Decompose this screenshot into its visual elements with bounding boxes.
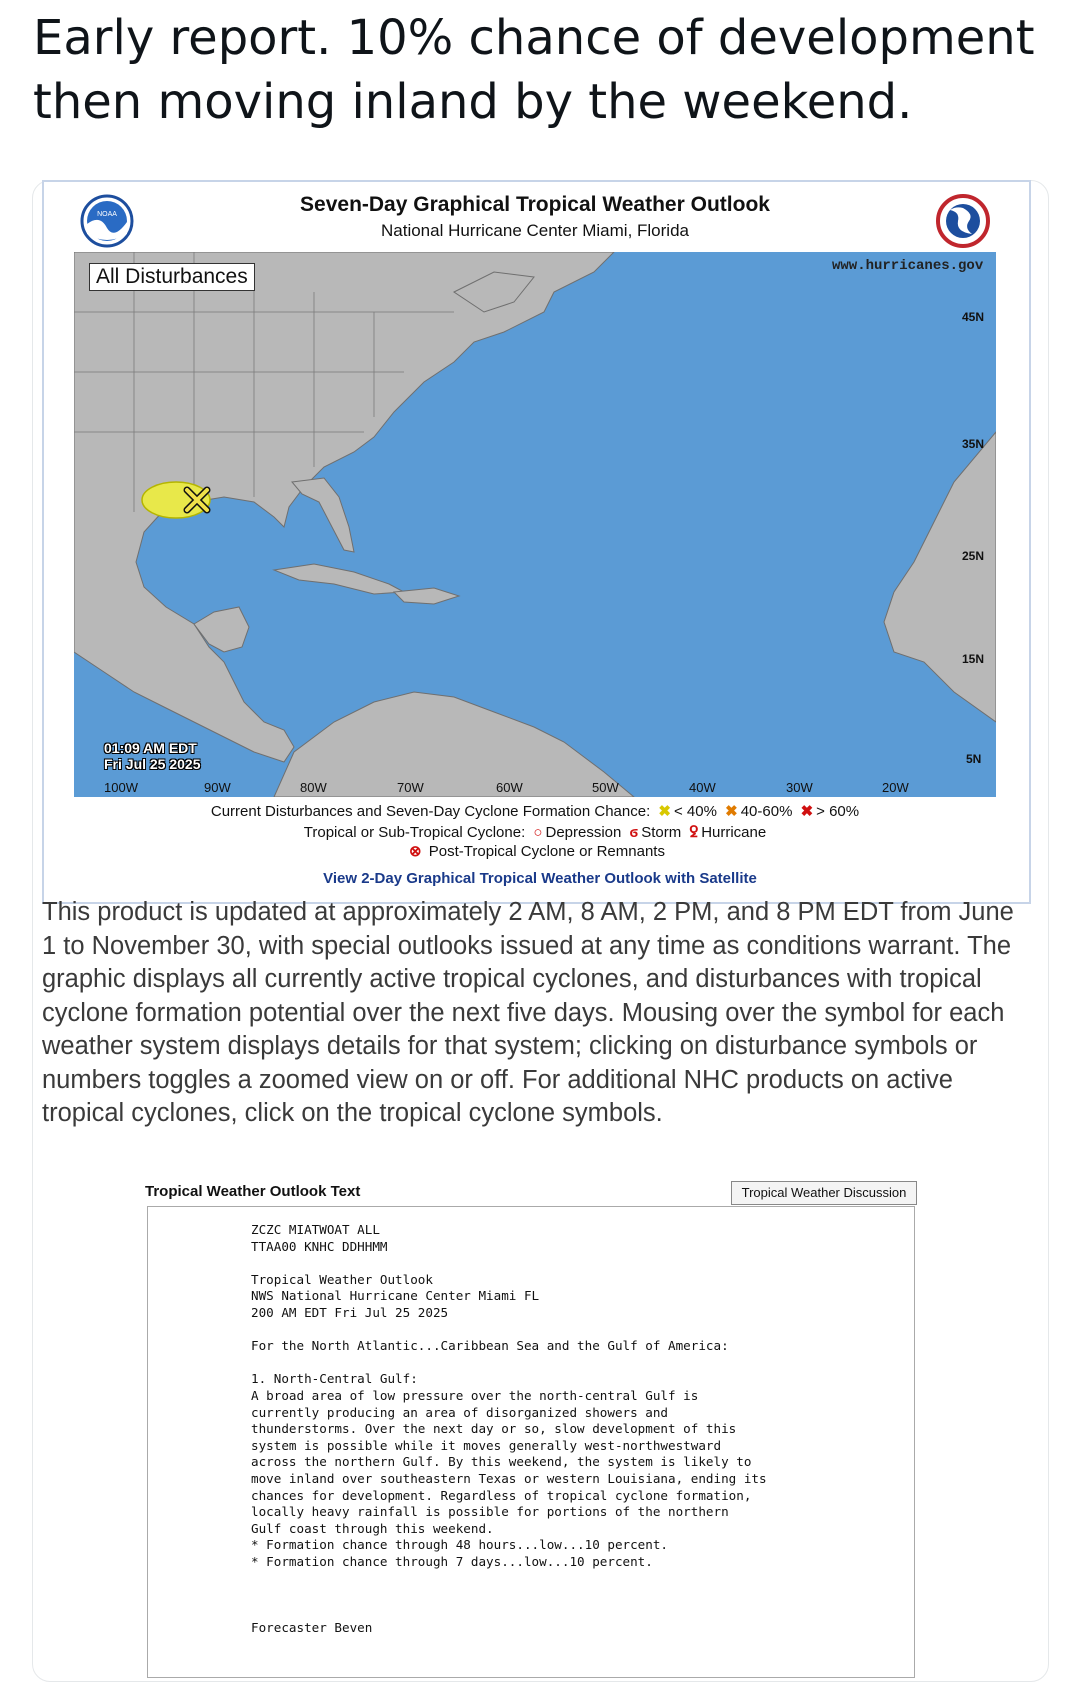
map-legend [74, 797, 996, 859]
lon-label: 70W [397, 780, 424, 795]
hurricane-icon: ꝿ [689, 824, 699, 841]
depression-icon: ○ [533, 824, 543, 841]
x-yellow-icon: ✖ [658, 803, 671, 820]
lon-label: 20W [882, 780, 909, 795]
noaa-logo-text: NOAA [97, 211, 117, 218]
timestamp-date: Fri Jul 25 2025 [104, 756, 201, 772]
lat-label: 15N [962, 652, 985, 666]
lon-label: 80W [300, 780, 327, 795]
nws-logo-icon [936, 194, 990, 248]
x-red-icon: ✖ [800, 803, 814, 820]
website-label: www.hurricanes.gov [832, 258, 984, 274]
lat-label: 5N [966, 752, 982, 766]
outlook-text-body: ZCZC MIATWOAT ALL TTAA00 KNHC DDHHMM Tropical Weather Outlook NWS National Hurricane Center Miami FL 200 AM EDT Fri Jul 25 2025 For the North Atlantic...Caribbean Sea and the Gulf of America: 1. North-Central Gulf: A broad area of low pressure over the north-central Gulf is currently producing an area of disorganized showers and thunderstorms. Over the next day or so, slow development of this system is possible while it moves generally west-northwestward across the northern Gulf. By this weekend, the system is likely to move inland over southeastern Texas or western Louisiana, ending its chances for development. Regardless of tropical cyclone formation, locally heavy rainfall is possible for portions of the northern Gulf coast through this weekend. * Formation chance through 48 hours...low...10 percent. * Formation chance through 7 days...low...10 percent. Forecaster Beven [251, 1222, 767, 1636]
lon-label: 100W [104, 780, 138, 795]
legend-row-post [74, 842, 996, 860]
outlook-text-heading: Tropical Weather Outlook Text [145, 1183, 361, 1200]
post-text: Early report. 10% chance of development then moving inland by the weekend. [33, 10, 1035, 130]
legend-formation-label: Current Disturbances and Seven-Day Cyclone Formation Chance: [210, 803, 651, 820]
tropical-weather-discussion-button[interactable]: Tropical Weather Discussion [731, 1181, 917, 1205]
legend-storm: Storm [641, 824, 682, 841]
all-disturbances-label[interactable]: All Disturbances [89, 263, 255, 291]
lon-label: 60W [496, 780, 523, 795]
post-tropical-icon: ⊗ [409, 843, 422, 860]
map-header [74, 190, 996, 252]
outlook-subtitle: National Hurricane Center Miami, Florida [380, 221, 689, 240]
x-orange-icon: ✖ [725, 803, 738, 820]
storm-icon: ϭ [629, 824, 639, 841]
legend-post-tropical: Post-Tropical Cyclone or Remnants [428, 843, 665, 860]
legend-cyclone-label: Tropical or Sub-Tropical Cyclone: [303, 824, 526, 841]
legend-row-cyclone [74, 822, 996, 842]
legend-low: < 40% [674, 803, 717, 820]
legend-row-formation [74, 802, 996, 820]
issue-timestamp [104, 740, 201, 772]
legend-depression: Depression [545, 824, 622, 841]
legend-mid: 40-60% [740, 803, 793, 820]
outlook-title: Seven-Day Graphical Tropical Weather Outlook [300, 193, 770, 216]
product-description: This product is updated at approximately 2 AM, 8 AM, 2 PM, and 8 PM EDT from June 1 to November 30, with special outlooks issued at any time as conditions warrant. The graphic displays all currently active tropical cyclones, and disturbances with tropical cyclone formation potential over the next five days. Mousing over the symbol for each weather system displays details for that system; clicking on disturbance symbols or numbers toggles a zoomed view on or off. For additional NHC products on active tropical cyclones, click on the tropical cyclone symbols. [42, 898, 1014, 1127]
lat-label: 25N [962, 549, 985, 563]
lon-label: 50W [592, 780, 619, 795]
lon-label: 30W [786, 780, 813, 795]
atlantic-basin-map [74, 252, 996, 797]
timestamp-time: 01:09 AM EDT [104, 740, 197, 756]
view-2day-outlook-link[interactable]: View 2-Day Graphical Tropical Weather Outlook with Satellite [323, 870, 757, 887]
lat-label: 35N [962, 437, 985, 451]
lat-label: 45N [962, 310, 985, 324]
lon-label: 90W [204, 780, 231, 795]
lon-label: 40W [689, 780, 716, 795]
legend-high: > 60% [816, 803, 860, 820]
legend-hurricane: Hurricane [701, 824, 767, 841]
